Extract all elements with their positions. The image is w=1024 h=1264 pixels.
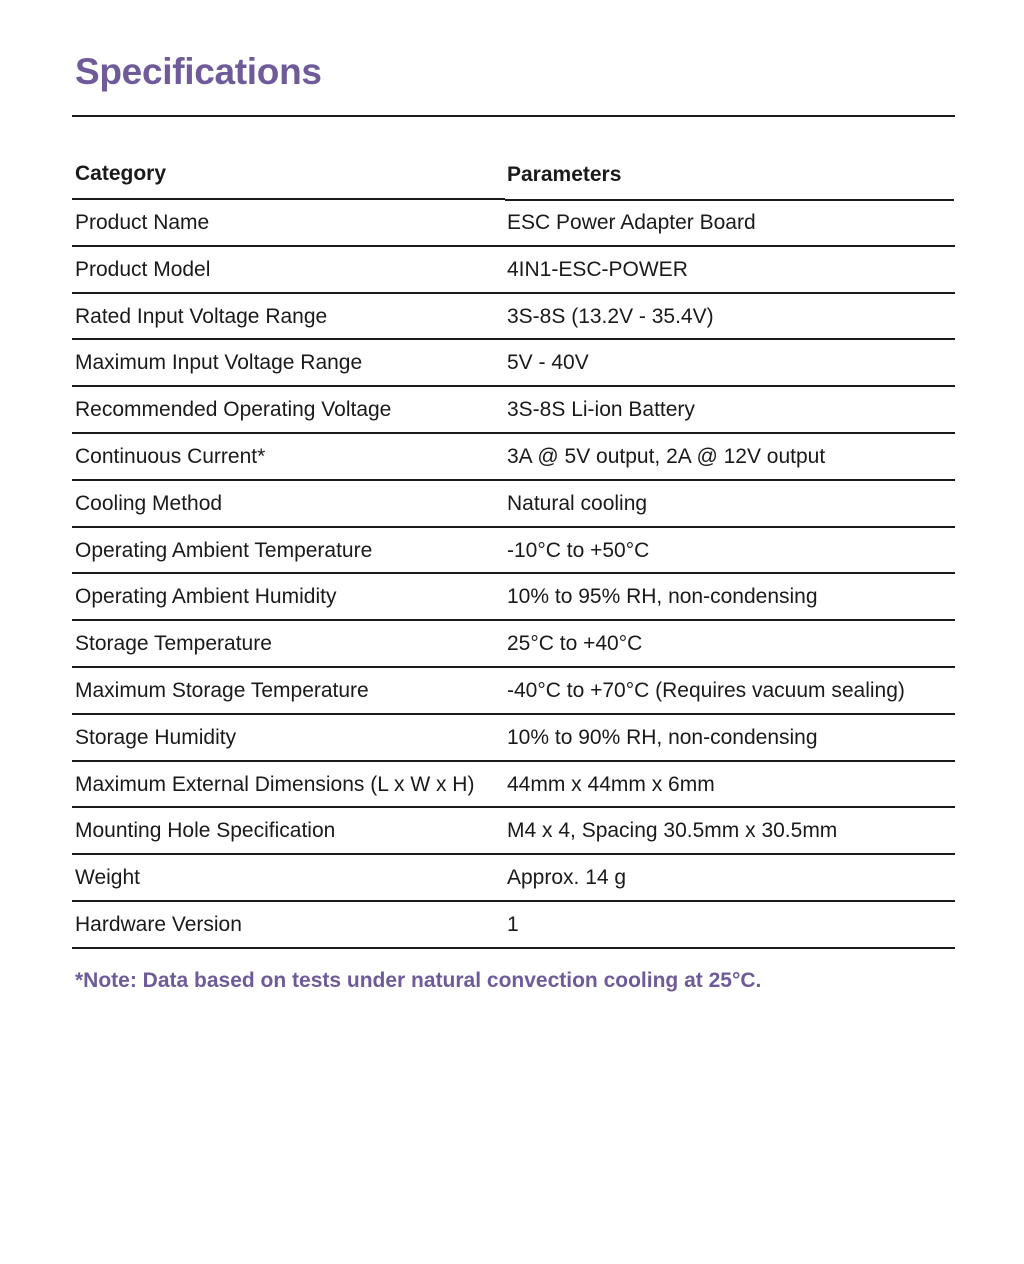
row-parameter: Natural cooling: [507, 491, 648, 515]
row-parameter: 10% to 95% RH, non-condensing: [507, 585, 818, 609]
table-row: [72, 762, 955, 809]
row-parameter: 10% to 90% RH, non-condensing: [507, 725, 818, 749]
table-row: [72, 387, 955, 434]
header-parameters: Parameters: [505, 151, 954, 201]
row-category: Mounting Hole Specification: [75, 819, 336, 843]
table-body: [72, 200, 955, 949]
table-row: [72, 247, 955, 294]
row-parameter: 44mm x 44mm x 6mm: [507, 772, 715, 796]
table-row: [72, 481, 955, 528]
row-category: Recommended Operating Voltage: [75, 398, 392, 422]
row-category: Maximum External Dimensions (L x W x H): [75, 772, 475, 796]
row-parameter: -10°C to +50°C: [507, 538, 650, 562]
row-category: Maximum Storage Temperature: [75, 678, 369, 702]
table-row: [72, 294, 955, 341]
table-row: [72, 574, 955, 621]
table-header-row: [72, 150, 955, 200]
row-category: Storage Temperature: [75, 632, 272, 656]
row-parameter: 5V - 40V: [507, 351, 589, 375]
table-row: [72, 902, 955, 949]
table-row: [72, 621, 955, 668]
footnote: *Note: Data based on tests under natural convection cooling at 25°C.: [75, 969, 762, 992]
table-row: [72, 715, 955, 762]
row-parameter: 25°C to +40°C: [507, 632, 643, 656]
row-parameter: 3S-8S (13.2V - 35.4V): [507, 304, 714, 328]
table-row: [72, 855, 955, 902]
row-category: Hardware Version: [75, 912, 242, 936]
row-parameter: ESC Power Adapter Board: [507, 211, 756, 234]
row-category: Product Model: [75, 257, 211, 281]
row-parameter: 4IN1-ESC-POWER: [507, 257, 688, 281]
row-category: Operating Ambient Temperature: [75, 538, 373, 562]
row-parameter: 3A @ 5V output, 2A @ 12V output: [507, 444, 826, 468]
title-divider: [72, 115, 955, 117]
row-category: Storage Humidity: [75, 725, 237, 749]
row-parameter: 3S-8S Li-ion Battery: [507, 398, 695, 422]
row-parameter: Approx. 14 g: [507, 866, 627, 890]
row-category: Maximum Input Voltage Range: [75, 351, 363, 375]
table-row: [72, 668, 955, 715]
row-parameter: M4 x 4, Spacing 30.5mm x 30.5mm: [507, 819, 838, 843]
table-row: [72, 808, 955, 855]
header-category: Category: [72, 150, 505, 200]
row-category: Continuous Current*: [75, 444, 266, 468]
row-category: Weight: [75, 866, 140, 890]
row-parameter: -40°C to +70°C (Requires vacuum sealing): [507, 678, 905, 702]
table-row: [72, 528, 955, 575]
table-row: [72, 340, 955, 387]
row-category: Rated Input Voltage Range: [75, 304, 328, 328]
table-row: [72, 200, 955, 247]
row-category: Product Name: [75, 211, 210, 234]
page-title: Specifications: [75, 51, 322, 92]
specifications-table: [72, 150, 955, 949]
row-category: Operating Ambient Humidity: [75, 585, 337, 609]
row-parameter: 1: [507, 912, 519, 936]
table-row: [72, 434, 955, 481]
row-category: Cooling Method: [75, 491, 223, 515]
